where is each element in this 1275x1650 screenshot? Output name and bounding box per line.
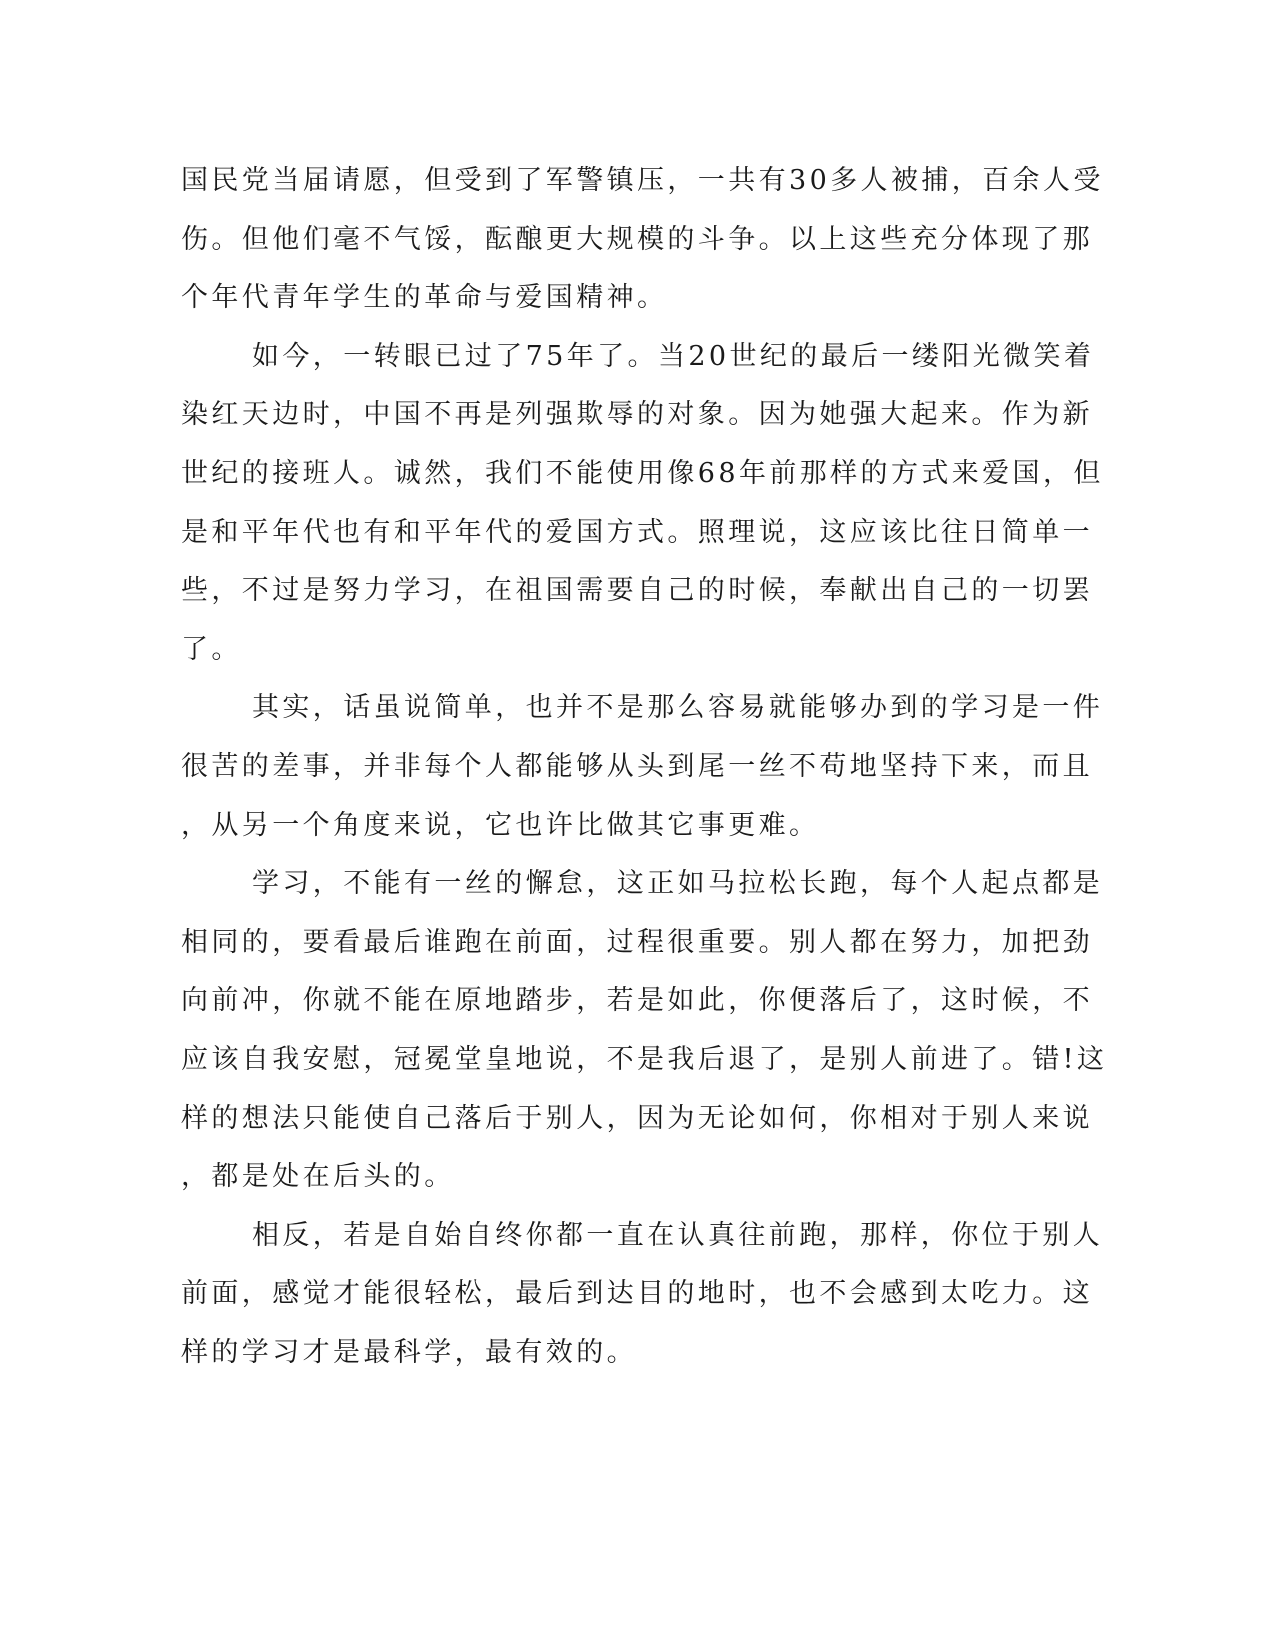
text-line: 个年代青年学生的革命与爱国精神。 [181, 282, 668, 314]
paragraph-first-line: 相反，若是自始自终你都一直在认真往前跑，那样，你位于别人 [252, 1219, 1104, 1251]
text-line: 向前冲，你就不能在原地踏步，若是如此，你便落后了，这时候，不 [181, 985, 1093, 1017]
text-line: 些，不过是努力学习，在祖国需要自己的时候，奉献出自己的一切罢 [181, 575, 1093, 607]
text-line: 相同的，要看最后谁跑在前面，过程很重要。别人都在努力，加把劲 [181, 926, 1093, 958]
text-line: 很苦的差事，并非每个人都能够从头到尾一丝不苟地坚持下来，而且 [181, 750, 1093, 782]
text-line: ，都是处在后头的。 [181, 1161, 455, 1193]
text-line: 前面，感觉才能很轻松，最后到达目的地时，也不会感到太吃力。这 [181, 1278, 1093, 1310]
text-line: 世纪的接班人。诚然，我们不能使用像68年前那样的方式来爱国，但 [181, 457, 1104, 489]
text-line: ，从另一个角度来说，它也许比做其它事更难。 [181, 809, 820, 841]
text-line: 样的想法只能使自己落后于别人，因为无论如何，你相对于别人来说 [181, 1102, 1093, 1134]
text-line: 是和平年代也有和平年代的爱国方式。照理说，这应该比往日简单一 [181, 516, 1093, 548]
text-line: 应该自我安慰，冠冕堂皇地说，不是我后退了，是别人前进了。错!这 [181, 1043, 1108, 1075]
paragraph-first-line: 如今，一转眼已过了75年了。当20世纪的最后一缕阳光微笑着 [252, 340, 1095, 372]
text-line: 伤。但他们毫不气馁，酝酿更大规模的斗争。以上这些充分体现了那 [181, 223, 1093, 255]
text-line: 了。 [181, 633, 242, 665]
paragraph-first-line: 学习，不能有一丝的懈怠，这正如马拉松长跑，每个人起点都是 [252, 868, 1104, 900]
text-line: 样的学习才是最科学，最有效的。 [181, 1336, 637, 1368]
text-line: 染红天边时，中国不再是列强欺辱的对象。因为她强大起来。作为新 [181, 399, 1093, 431]
body-text [181, 159, 1108, 1389]
paragraph-first-line: 其实，话虽说简单，也并不是那么容易就能够办到的学习是一件 [252, 692, 1104, 724]
text-line: 国民党当届请愿，但受到了军警镇压，一共有30多人被捕，百余人受 [181, 165, 1104, 196]
